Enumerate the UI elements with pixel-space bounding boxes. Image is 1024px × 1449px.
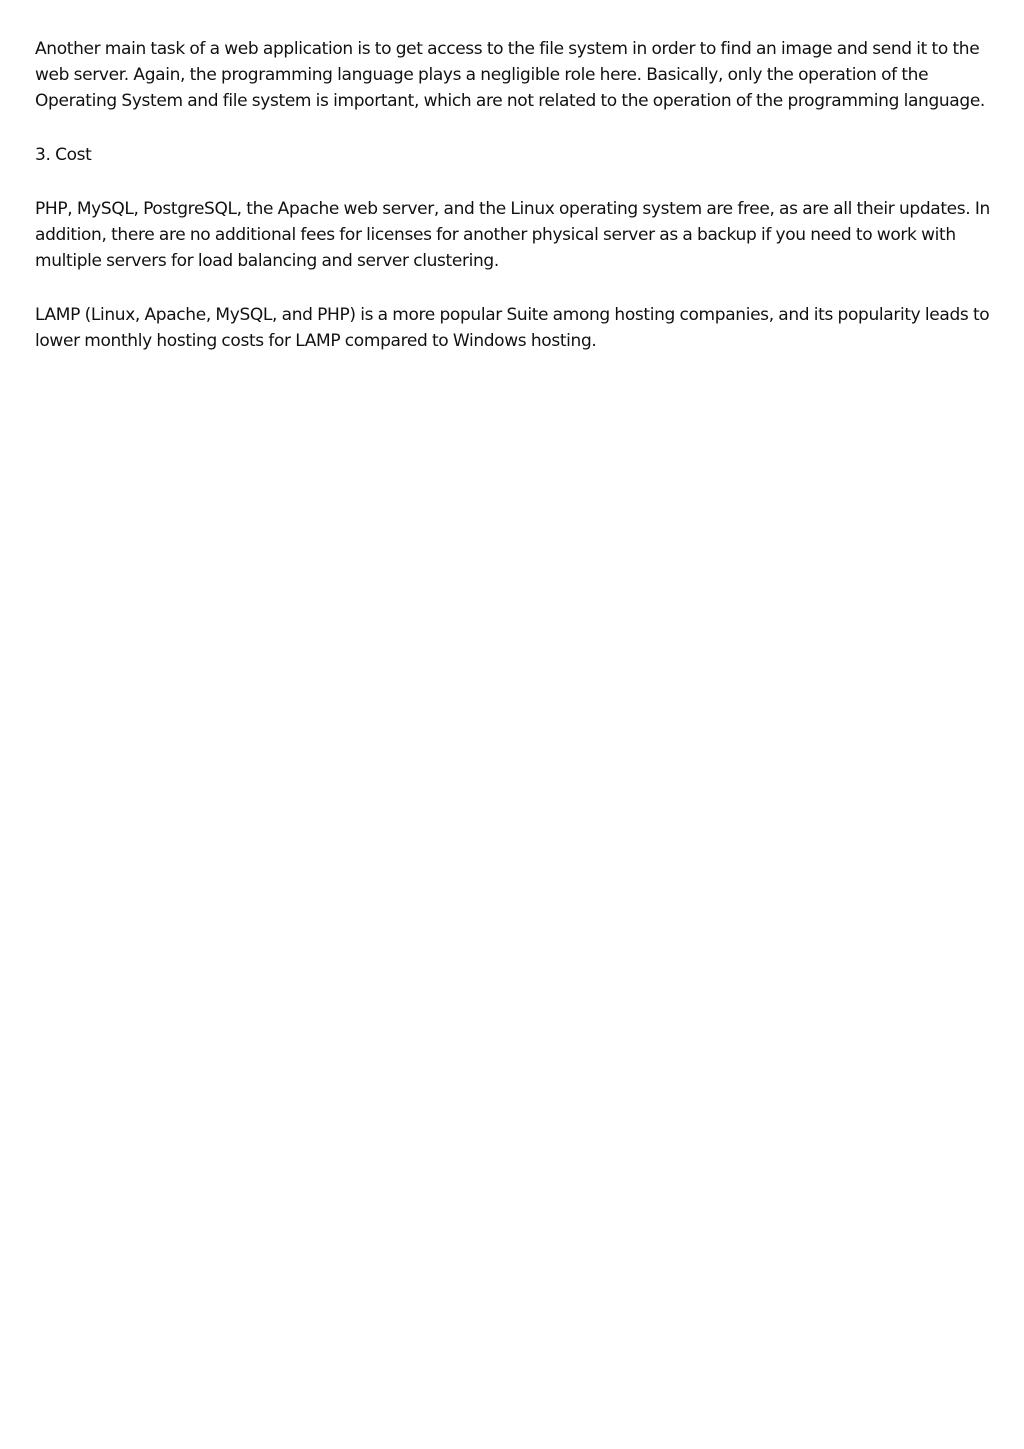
paragraph-free-software: PHP, MySQL, PostgreSQL, the Apache web server, and the Linux operating system are free, as are all their updates. In addition, there are no additional fees for licenses for another physical server as a backup if you need to work with multiple servers for load balancing and server clustering. xyxy=(35,199,990,271)
paragraph-file-system: Another main task of a web application is to get access to the file system in order to find an image and send it to the web server. Again, the programming language plays a negligible role here. Basically, only the operation of the Operating System and file system is important, which are not related to the operation of the programming language. xyxy=(35,39,985,111)
section-heading-cost: 3. Cost xyxy=(35,145,92,165)
document-body xyxy=(35,36,997,382)
paragraph-lamp-hosting: LAMP (Linux, Apache, MySQL, and PHP) is a more popular Suite among hosting companies, and its popularity leads to lower monthly hosting costs for LAMP compared to Windows hosting. xyxy=(35,305,990,351)
